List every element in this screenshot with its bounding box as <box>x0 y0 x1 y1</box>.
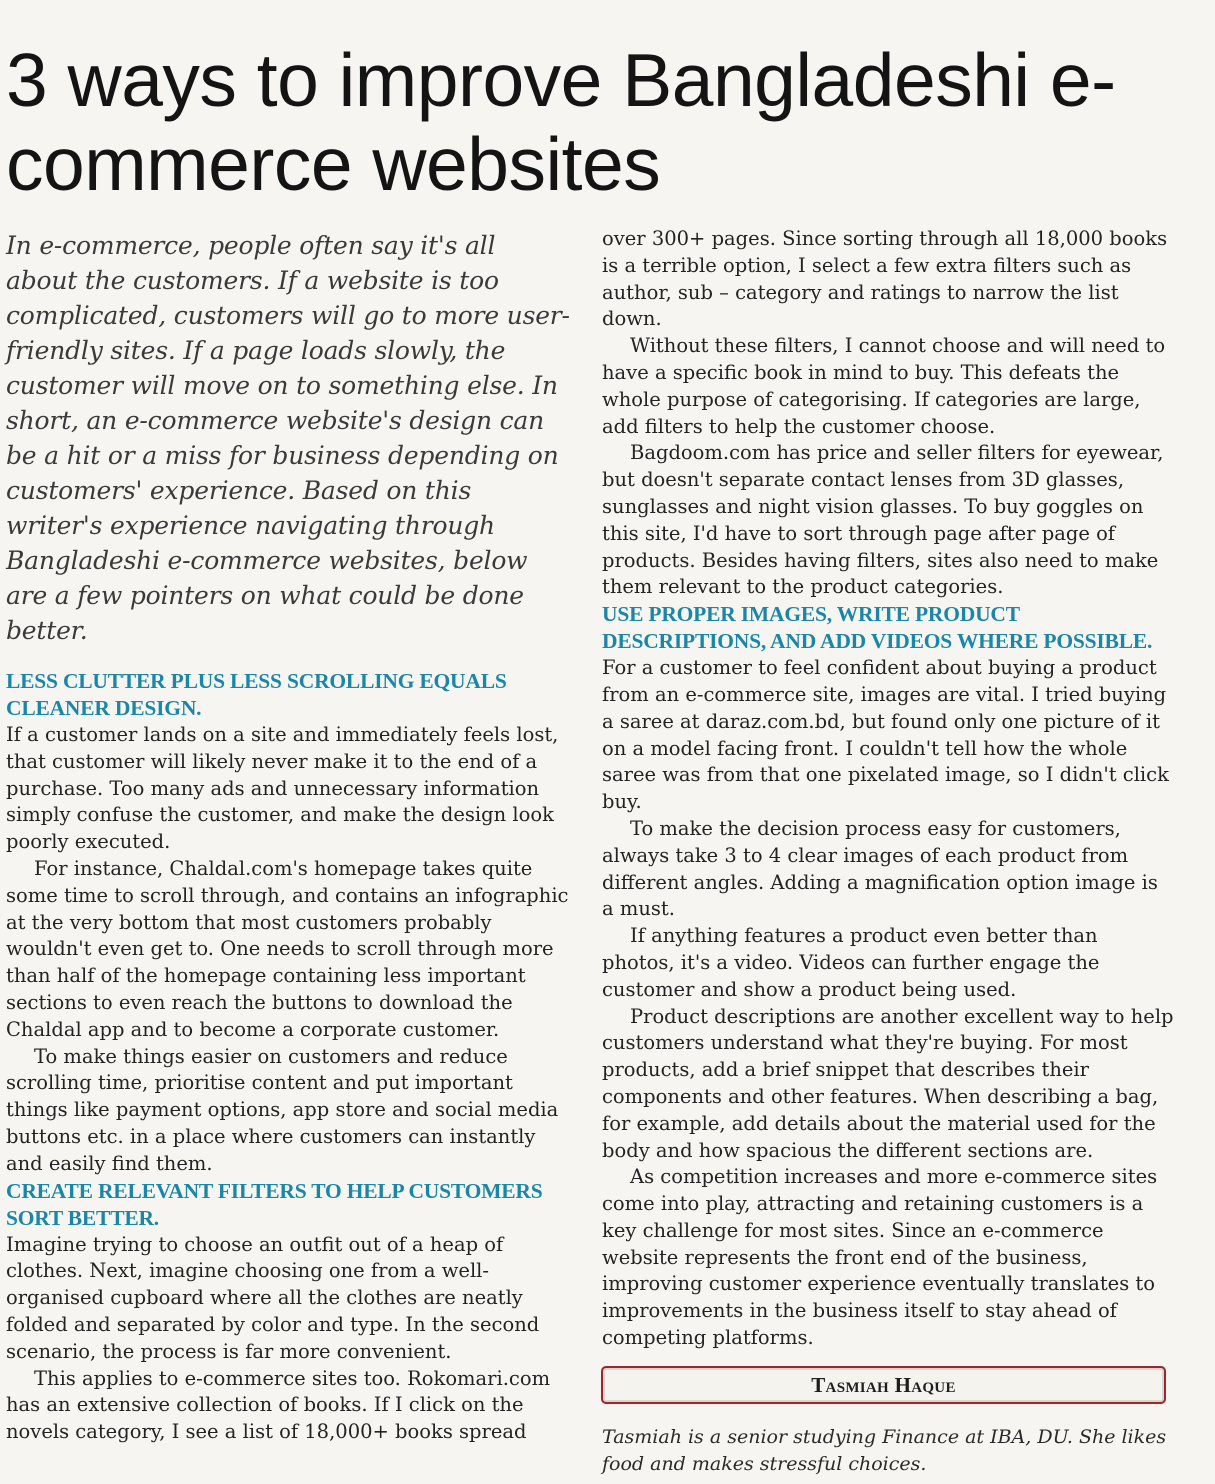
paragraph: Imagine trying to choose an outfit out of a heap of clothes. Next, imagine choosing one from a well-organised cupboard where all the clothes are neatly folded and separated by color and type. In the second scenario, the process is far more convenient. <box>6 1232 540 1363</box>
paragraph: To make things easier on customers and reduce scrolling time, prioritise content and put important things like payment options, app store and social media buttons etc. in a place where customers can instantly and easily find them. <box>6 1044 559 1175</box>
paragraph: For instance, Chaldal.com's homepage takes quite some time to scroll through, and contains an infographic at the very bottom that most customers probably wouldn't even get to. One needs to scroll through more than half of the homepage containing less important sections to even reach the buttons to download the Chaldal app and to become a corporate customer. <box>6 856 569 1041</box>
paragraph: For a customer to feel confident about buying a product from an e-commerce site, images are vital. I tried buying a saree at daraz.com.bd, but found only one picture of it on a model facing front. I couldn't tell how the whole saree was from that one pixelated image, so I didn't click buy. <box>602 656 1169 814</box>
section-heading-filters: CREATE RELEVANT FILTERS TO HELP CUSTOMERS SORT BETTER. <box>6 1178 543 1230</box>
paragraph-continuation: over 300+ pages. Since sorting through all 18,000 books is a terrible option, I select a few extra filters such as author, sub – category and ratings to narrow the list down. <box>602 227 1168 331</box>
article-headline: 3 ways to improve Bangladeshi e-commerce websites <box>6 38 1116 206</box>
left-column <box>6 228 574 1446</box>
paragraph: As competition increases and more e-commerce sites come into play, attracting and retaining customers is a key challenge for most sites. Since an e-commerce website represents the front end of the business, improving customer experience eventually translates to improvements in the business itself to stay ahead of competing platforms. <box>602 1165 1158 1350</box>
paragraph: Bagdoom.com has price and seller filters for eyewear, but doesn't separate contact lenses from 3D glasses, sunglasses and night vision glasses. To buy goggles on this site, I'd have to sort through page after page of products. Besides having filters, sites also need to make them relevant to the product categories. <box>602 441 1164 599</box>
paragraph: Product descriptions are another excellent way to help customers understand what they're buying. For most products, add a brief snippet that describes their components and other features. When describing a bag, for example, add details about the material used for the body and how spacious the different sections are. <box>602 1004 1174 1162</box>
author-bio: Tasmiah is a senior studying Finance at IBA, DU. She likes food and makes stressful choices. <box>602 1426 1167 1475</box>
paragraph: If anything features a product even better than photos, it's a video. Videos can further engage the customer and show a product being used. <box>602 924 1100 1001</box>
section-heading-images: USE PROPER IMAGES, WRITE PRODUCT DESCRIPTIONS, AND ADD VIDEOS WHERE POSSIBLE. <box>602 602 1153 654</box>
paragraph-continued: This applies to e-commerce sites too. Rokomari.com has an extensive collection of books. If I click on the novels category, I see a list of 18,000+ books spread <box>6 1366 551 1444</box>
paragraph: If a customer lands on a site and immediately feels lost, that customer will likely never make it to the end of a purchase. Too many ads and unnecessary information simply confuse the customer, and make the design look poorly executed. <box>6 723 559 854</box>
article-intro: In e-commerce, people often say it's all about the customers. If a website is too complicated, customers will go to more user-friendly sites. If a page loads slowly, the customer will move on to something else. In short, an e-commerce website's design can be a hit or a miss for business depending on customers' experience. Based on this writer's experience navigating through Bangladeshi e-commerce websites, below are a few pointers on what could be done better. <box>6 231 570 645</box>
author-name: Tasmiah Haque <box>811 1372 956 1397</box>
section-heading-clutter: LESS CLUTTER PLUS LESS SCROLLING EQUALS CLEANER DESIGN. <box>6 669 507 720</box>
byline-box <box>601 1366 1166 1404</box>
paragraph: Without these filters, I cannot choose and will need to have a specific book in mind to buy. This defeats the whole purpose of categorising. If categories are large, add filters to help the customer choose. <box>602 334 1166 438</box>
right-column <box>602 226 1174 1352</box>
paragraph: To make the decision process easy for customers, always take 3 to 4 clear images of each product from different angles. Adding a magnification option image is a must. <box>602 816 1158 921</box>
